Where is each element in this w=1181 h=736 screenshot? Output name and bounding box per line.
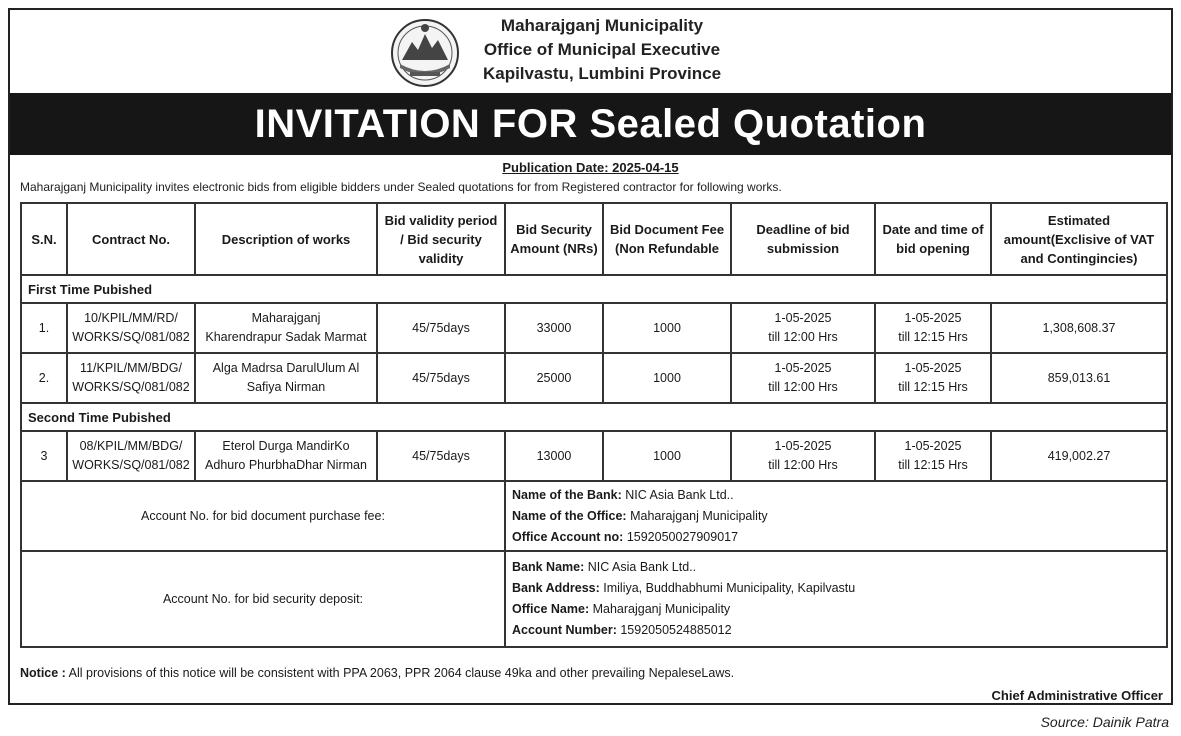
deadline-date: 1-05-2025 (774, 361, 832, 375)
cell-validity: 45/75days (377, 303, 505, 353)
cell-description (195, 353, 377, 403)
cell-sn: 2. (21, 353, 67, 403)
office-name-key: Office Name: (512, 602, 590, 616)
opening-time: till 12:15 Hrs (898, 330, 968, 344)
deadline-time: till 12:00 Hrs (768, 458, 838, 472)
cell-deadline (731, 353, 875, 403)
description-line: Safiya Nirman (246, 380, 326, 394)
intro-text: Maharajganj Municipality invites electronic bids from eligible bidders under Sealed quotations for from Registered contractor for following works. (20, 180, 782, 194)
deadline-date: 1-05-2025 (774, 439, 832, 453)
contract-line: WORKS/SQ/081/082 (72, 380, 190, 394)
cell-contract (67, 353, 195, 403)
cell-deadline (731, 431, 875, 481)
cell-fee: 1000 (603, 431, 731, 481)
source-credit: Source: Dainik Patra (1040, 714, 1169, 730)
cell-fee: 1000 (603, 303, 731, 353)
bank-name-line (512, 557, 1162, 578)
deadline-date: 1-05-2025 (774, 311, 832, 325)
cell-estimate: 419,002.27 (991, 431, 1167, 481)
cell-security: 13000 (505, 431, 603, 481)
header-bid-validity: Bid validity period / Bid security validity (377, 203, 505, 275)
location: Kapilvastu, Lumbini Province (482, 64, 722, 83)
publication-date: Publication Date: 2025-04-15 (502, 160, 679, 175)
section-row (21, 403, 1167, 431)
cell-opening (875, 431, 991, 481)
notice-line (20, 666, 1160, 680)
office-name-value: Maharajganj Municipality (592, 602, 731, 616)
account-number-value: 1592050524885012 (620, 623, 732, 637)
section-title: Second Time Pubished (21, 403, 1167, 431)
cell-description (195, 303, 377, 353)
office-name-key: Name of the Office: (512, 508, 627, 523)
cell-opening (875, 303, 991, 353)
opening-date: 1-05-2025 (904, 361, 962, 375)
table-row (21, 353, 1167, 403)
cell-description (195, 431, 377, 481)
contract-line: 10/KPIL/MM/RD/ (84, 311, 178, 325)
account-number-line (512, 620, 1162, 641)
table-row (21, 431, 1167, 481)
purchase-account-details (505, 481, 1167, 551)
opening-date: 1-05-2025 (904, 311, 962, 325)
opening-date: 1-05-2025 (904, 439, 962, 453)
works-table (20, 202, 1168, 648)
org-name: Maharajganj Municipality (500, 16, 704, 35)
description-line: Alga Madrsa DarulUlum Al (212, 361, 360, 375)
cell-security: 33000 (505, 303, 603, 353)
contract-line: 11/KPIL/MM/BDG/ (80, 361, 182, 375)
header-opening: Date and time of bid opening (875, 203, 991, 275)
bank-name-key: Name of the Bank: (512, 487, 622, 502)
description-line: Adhuro PhurbhaDhar Nirman (205, 458, 367, 472)
header-contract-no: Contract No. (67, 203, 195, 275)
header-estimate: Estimated amount(Exclisive of VAT and Contingincies) (991, 203, 1167, 275)
purchase-account-label: Account No. for bid document purchase fee: (21, 481, 505, 551)
account-no-value: 1592050027909017 (626, 529, 739, 544)
nepal-government-emblem-icon (388, 16, 462, 90)
office-name-value: Maharajganj Municipality (630, 508, 768, 523)
deadline-time: till 12:00 Hrs (768, 380, 838, 394)
section-row (21, 275, 1167, 303)
notice-frame (8, 8, 1173, 705)
header-document-fee: Bid Document Fee (Non Refundable (603, 203, 731, 275)
bank-address-key: Bank Address: (512, 581, 600, 595)
cell-estimate: 859,013.61 (991, 353, 1167, 403)
cell-opening (875, 353, 991, 403)
cell-security: 25000 (505, 353, 603, 403)
opening-time: till 12:15 Hrs (898, 380, 968, 394)
bank-name-value: NIC Asia Bank Ltd.. (625, 487, 734, 502)
cell-contract (67, 303, 195, 353)
header-bid-security: Bid Security Amount (NRs) (505, 203, 603, 275)
bank-address-line (512, 578, 1162, 599)
security-account-row (21, 551, 1167, 647)
header-sn: S.N. (21, 203, 67, 275)
description-line: Maharajganj (251, 311, 321, 325)
cell-validity: 45/75days (377, 431, 505, 481)
account-number-key: Account Number: (512, 623, 617, 637)
notice-text: All provisions of this notice will be consistent with PPA 2063, PPR 2064 clause 49ka and other prevailing NepaleseLaws. (68, 666, 735, 680)
signatory: Chief Administrative Officer (991, 688, 1163, 703)
bank-address-value: Imiliya, Buddhabhumi Municipality, Kapilvastu (603, 581, 856, 595)
bank-name-key: Bank Name: (512, 560, 585, 574)
cell-contract (67, 431, 195, 481)
deadline-time: till 12:00 Hrs (768, 330, 838, 344)
cell-fee: 1000 (603, 353, 731, 403)
office-name-line (512, 506, 1162, 527)
opening-time: till 12:15 Hrs (898, 458, 968, 472)
account-no-key: Office Account no: (512, 529, 624, 544)
cell-sn: 1. (21, 303, 67, 353)
organization-block (472, 14, 732, 86)
contract-line: 08/KPIL/MM/BDG/ (79, 439, 183, 453)
description-line: Eterol Durga MandirKo (222, 439, 350, 453)
header-description: Description of works (195, 203, 377, 275)
bank-name-value: NIC Asia Bank Ltd.. (587, 560, 697, 574)
purchase-account-row (21, 481, 1167, 551)
office-name: Office of Municipal Executive (483, 40, 721, 59)
section-title: First Time Pubished (21, 275, 1167, 303)
contract-line: WORKS/SQ/081/082 (72, 330, 190, 344)
security-account-details (505, 551, 1167, 647)
office-name-line (512, 599, 1162, 620)
security-account-label: Account No. for bid security deposit: (21, 551, 505, 647)
header (10, 10, 1171, 94)
table-header-row (21, 203, 1167, 275)
cell-estimate: 1,308,608.37 (991, 303, 1167, 353)
description-line: Kharendrapur Sadak Marmat (205, 330, 367, 344)
cell-deadline (731, 303, 875, 353)
table-row (21, 303, 1167, 353)
bank-name-line (512, 485, 1162, 506)
contract-line: WORKS/SQ/081/082 (72, 458, 190, 472)
cell-validity: 45/75days (377, 353, 505, 403)
title-banner: INVITATION FOR Sealed Quotation (10, 93, 1171, 155)
notice-label: Notice : (20, 666, 66, 680)
account-no-line (512, 527, 1162, 548)
header-deadline: Deadline of bid submission (731, 203, 875, 275)
cell-sn: 3 (21, 431, 67, 481)
